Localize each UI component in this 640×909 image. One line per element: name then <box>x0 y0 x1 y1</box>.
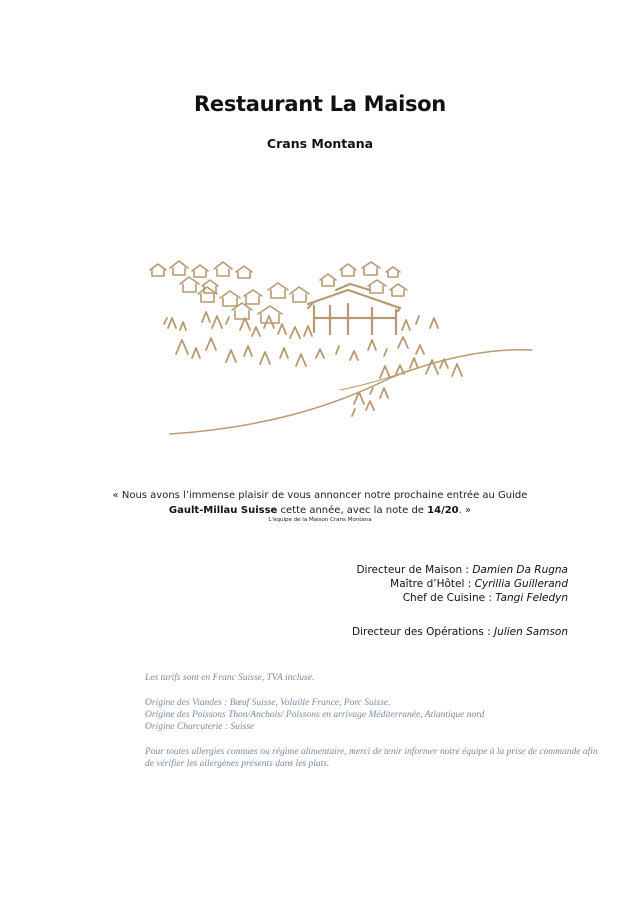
origin-fish-note: Origine des Poissons Thon/Anchois/ Poissons en arrivage Méditerranée, Atlantique nord <box>145 710 485 720</box>
allergies-note: Pour toutes allergies connues ou régime alimentaire, merci de tenir informer notre équipe à la prise de commande afin de vérifier les allergènes présents dans les plats. <box>145 747 598 769</box>
origin-charcuterie-note: Origine Charcuterie : Suisse <box>145 722 255 732</box>
ops-role: Directeur des Opérations : <box>352 626 495 638</box>
origin-meat-note: Origine des Viandes : Bœuf Suisse, Volaille France, Porc Suisse. <box>145 698 391 708</box>
quote-text-1: « Nous avons l’immense plaisir de vous annoncer notre prochaine entrée au Guide <box>112 490 528 501</box>
operations-director <box>352 626 568 638</box>
ops-name: Julien Samson <box>494 626 568 638</box>
location-subtitle: Crans Montana <box>266 136 374 151</box>
quote-signature: L’équipe de la Maison Crans Montana <box>268 517 372 523</box>
quote-text-2: cette année, avec la note de <box>277 505 428 516</box>
staff-row <box>356 591 568 605</box>
staff-role: Maître d’Hôtel : <box>390 578 475 590</box>
prices-note: Les tarifs sont en Franc Suisse, TVA incluse. <box>145 673 315 683</box>
page-title: Restaurant La Maison <box>194 92 446 116</box>
village-sketch-icon <box>140 258 540 438</box>
staff-role: Directeur de Maison : <box>356 564 473 576</box>
staff-name: Cyrillia Guillerand <box>474 578 568 590</box>
staff-name: Tangi Feledyn <box>495 592 568 604</box>
staff-role: Chef de Cuisine : <box>402 592 496 604</box>
menu-notes <box>145 672 605 783</box>
guide-name: Gault-Millau Suisse <box>168 505 278 516</box>
guide-score: 14/20 <box>427 505 459 516</box>
staff-row <box>356 563 568 577</box>
announcement-quote <box>100 488 540 518</box>
staff-row <box>356 577 568 591</box>
staff-name: Damien Da Rugna <box>472 564 568 576</box>
quote-end: . » <box>458 505 472 516</box>
staff-list <box>356 563 568 605</box>
